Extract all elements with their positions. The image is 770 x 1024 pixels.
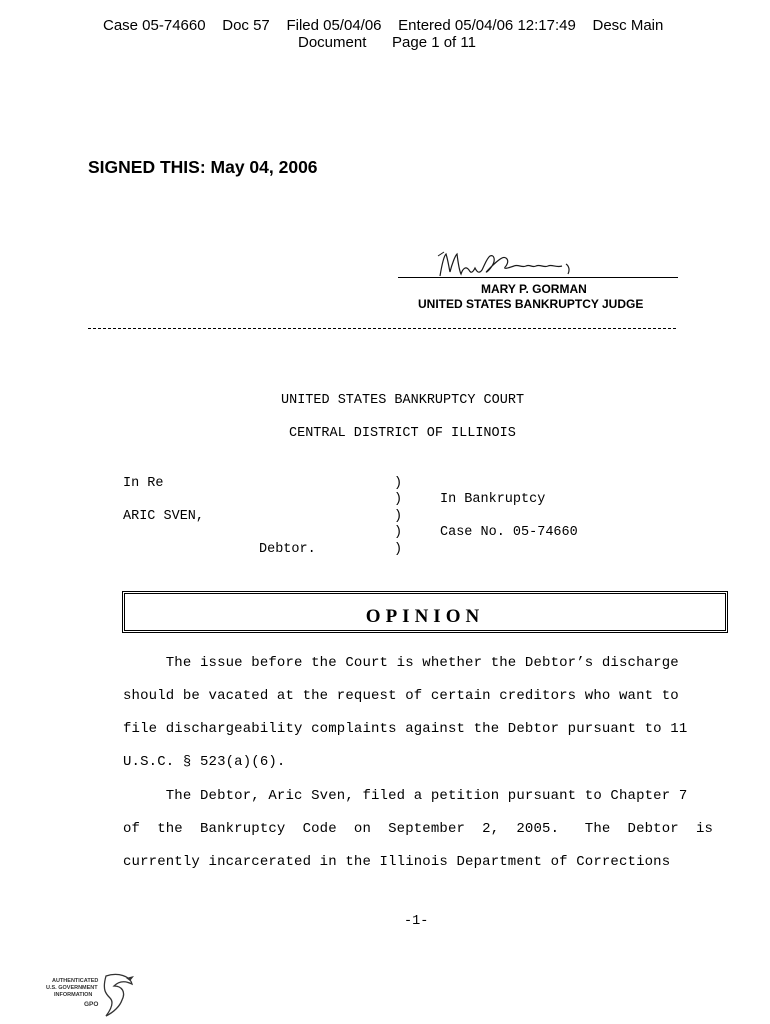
judge-name: MARY P. GORMAN bbox=[481, 282, 587, 296]
caption-in-bankruptcy: In Bankruptcy bbox=[440, 492, 546, 507]
court-name: UNITED STATES BANKRUPTCY COURT bbox=[281, 393, 525, 408]
page-number: -1- bbox=[404, 914, 429, 929]
caption-paren: ) bbox=[394, 476, 403, 491]
signed-date: SIGNED THIS: May 04, 2006 bbox=[88, 157, 318, 177]
gpo-line2: U.S. GOVERNMENT bbox=[46, 985, 98, 991]
judge-title: UNITED STATES BANKRUPTCY JUDGE bbox=[418, 297, 644, 311]
signature-line bbox=[398, 277, 678, 278]
section-divider bbox=[88, 328, 676, 329]
caption-paren: ) bbox=[394, 525, 403, 540]
opinion-title-box bbox=[122, 591, 728, 633]
docket-header-page: Page 1 of 11 bbox=[392, 34, 476, 51]
caption-in-re: In Re bbox=[123, 476, 164, 491]
body-line: file dischargeability complaints against the Debtor pursuant to 11 bbox=[123, 721, 688, 737]
body-line: of the Bankruptcy Code on September 2, 2005. The Debtor is bbox=[123, 821, 714, 837]
docket-header-document: Document bbox=[298, 34, 367, 51]
body-line: The issue before the Court is whether the Debtor’s discharge bbox=[123, 655, 679, 671]
gpo-line3: INFORMATION bbox=[54, 992, 93, 998]
docket-header-line1: Case 05-74660 Doc 57 Filed 05/04/06 Entered 05/04/06 12:17:49 Desc Main bbox=[103, 17, 664, 34]
opinion-title: OPINION bbox=[365, 606, 485, 627]
body-line: The Debtor, Aric Sven, filed a petition pursuant to Chapter 7 bbox=[123, 788, 688, 804]
caption-paren: ) bbox=[394, 542, 403, 557]
eagle-icon bbox=[96, 972, 136, 1018]
caption-paren: ) bbox=[394, 509, 403, 524]
gpo-line1: AUTHENTICATED bbox=[52, 978, 99, 984]
gpo-line4: GPO bbox=[84, 1001, 99, 1008]
judge-signature bbox=[432, 246, 582, 286]
court-district: CENTRAL DISTRICT OF ILLINOIS bbox=[289, 426, 516, 441]
body-line: U.S.C. § 523(a)(6). bbox=[123, 754, 286, 770]
caption-debtor-label: Debtor. bbox=[259, 542, 316, 557]
body-line: should be vacated at the request of certain creditors who want to bbox=[123, 688, 679, 704]
gpo-authentication-logo bbox=[44, 972, 134, 1020]
caption-case-no: Case No. 05-74660 bbox=[440, 525, 578, 540]
body-line: currently incarcerated in the Illinois Department of Corrections bbox=[123, 854, 671, 870]
caption-paren: ) bbox=[394, 492, 403, 507]
caption-debtor-name: ARIC SVEN, bbox=[123, 509, 205, 524]
